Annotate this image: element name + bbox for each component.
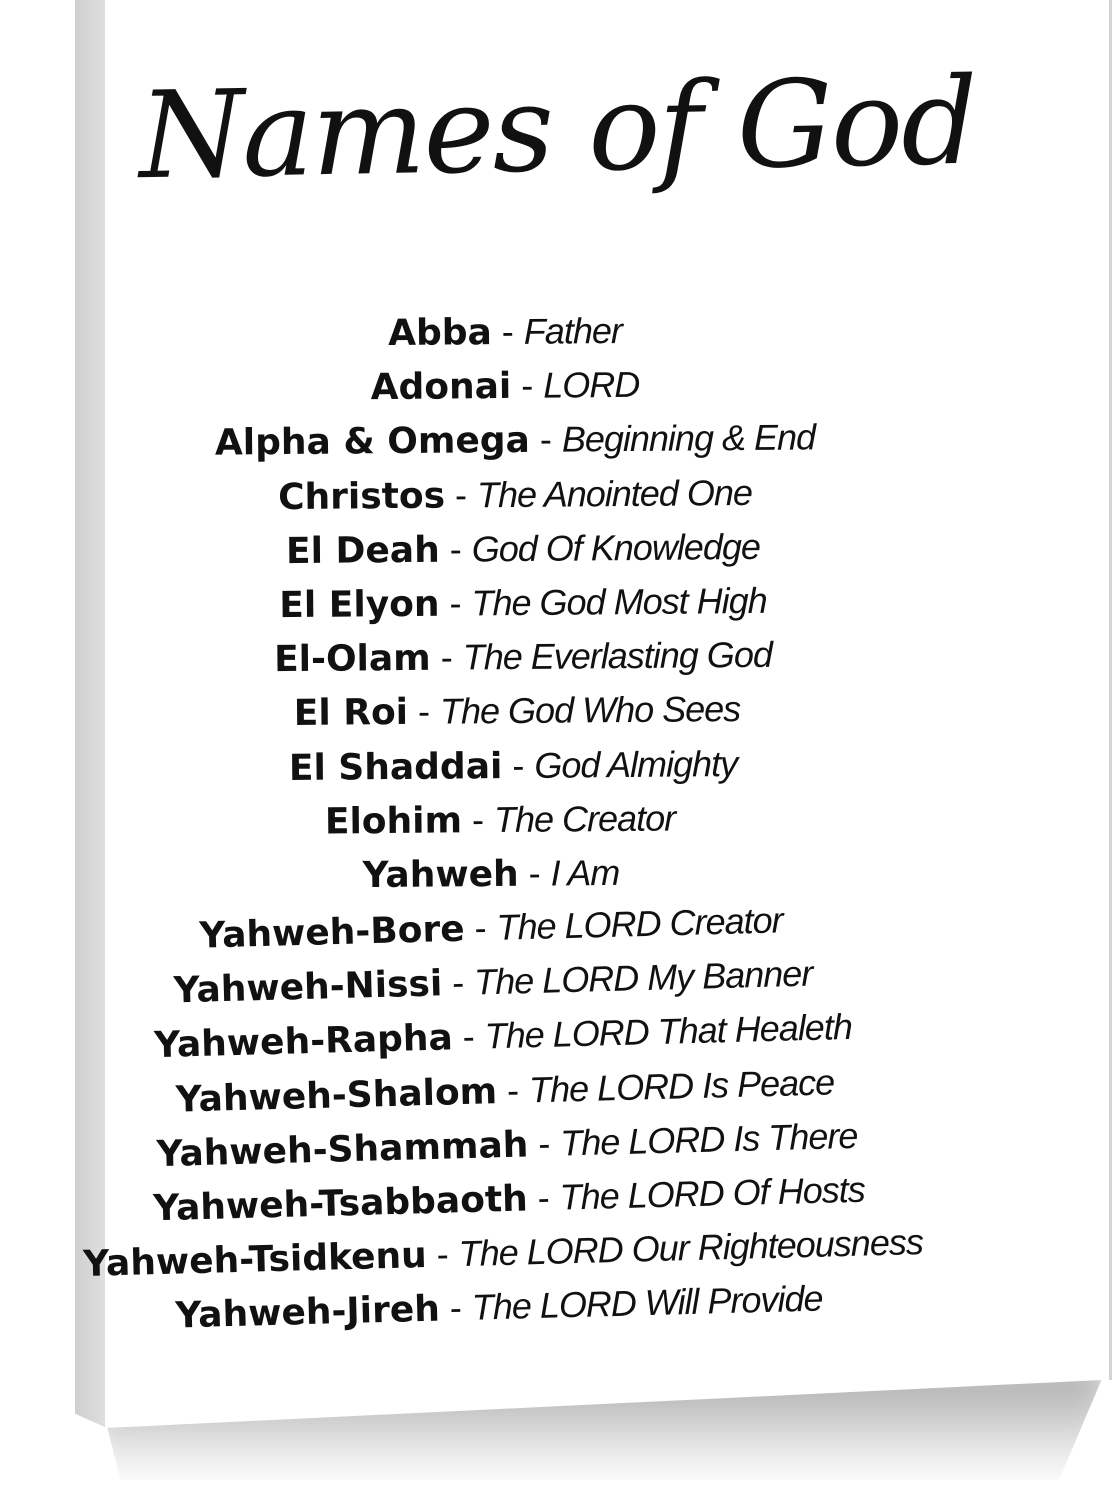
name-entry (0, 679, 1115, 744)
names-list (0, 305, 1115, 1335)
divine-name: Alpha & Omega (214, 420, 531, 464)
separator: - (426, 1233, 460, 1276)
separator: - (496, 1069, 530, 1111)
name-meaning: The LORD That Healeth (484, 1006, 853, 1057)
name-meaning: The LORD Is There (559, 1114, 858, 1164)
name-meaning: The LORD Of Hosts (559, 1168, 866, 1218)
name-entry (0, 408, 1115, 473)
name-meaning: I Am (550, 851, 620, 894)
separator: - (511, 364, 544, 407)
name-meaning: Father (523, 309, 623, 352)
separator: - (439, 582, 472, 624)
divine-name: El-Olam (273, 637, 431, 681)
divine-name: El Shaddai (288, 745, 503, 789)
divine-name: Yahweh-Rapha (153, 1017, 454, 1067)
divine-name: Adonai (370, 366, 512, 409)
divine-name: Yahweh-Shalom (175, 1070, 498, 1121)
separator: - (452, 1015, 486, 1058)
name-entry (0, 462, 1115, 527)
divine-name: Christos (277, 475, 446, 518)
divine-name: Yahweh-Nissi (173, 963, 443, 1012)
name-meaning: The LORD Our Righteousness (458, 1221, 924, 1275)
divine-name: Yahweh-Jireh (174, 1288, 441, 1337)
divine-name: Yahweh (362, 853, 519, 896)
name-meaning: The God Who Sees (439, 688, 741, 732)
name-meaning: The Everlasting God (462, 633, 773, 678)
separator: - (529, 418, 563, 461)
separator: - (527, 1122, 561, 1165)
separator: - (407, 690, 441, 733)
separator: - (518, 852, 551, 894)
separator: - (461, 798, 495, 841)
separator: - (439, 528, 472, 570)
name-meaning: The LORD Creator (496, 899, 784, 948)
divine-name: El Elyon (279, 583, 440, 627)
separator: - (441, 961, 475, 1004)
separator: - (439, 1287, 473, 1329)
divine-name: El Roi (293, 692, 409, 735)
name-meaning: Beginning & End (561, 416, 816, 460)
separator: - (527, 1176, 561, 1219)
name-meaning: LORD (543, 364, 640, 406)
divine-name: Yahweh-Tsidkenu (82, 1235, 428, 1286)
name-meaning: God Almighty (534, 742, 738, 786)
divine-name: Abba (387, 312, 493, 355)
name-meaning: The Anointed One (476, 471, 753, 515)
separator: - (464, 906, 498, 949)
name-meaning: The LORD My Banner (473, 952, 813, 1003)
divine-name: Yahweh-Shammah (156, 1124, 529, 1175)
name-meaning: The LORD Is Peace (528, 1061, 835, 1110)
separator: - (444, 473, 478, 516)
poster-title: Names of God (137, 52, 978, 207)
name-meaning: The God Most High (471, 579, 767, 624)
divine-name: Elohim (324, 800, 463, 843)
name-meaning: God Of Knowledge (471, 525, 761, 570)
name-meaning: The Creator (493, 797, 676, 840)
separator: - (430, 636, 463, 678)
separator: - (491, 310, 525, 353)
divine-name: Yahweh-Bore (198, 908, 466, 957)
divine-name: El Deah (285, 529, 440, 572)
name-meaning: The LORD Will Provide (471, 1277, 824, 1329)
divine-name: Yahweh-Tsabbaoth (152, 1178, 529, 1230)
separator: - (502, 744, 535, 786)
